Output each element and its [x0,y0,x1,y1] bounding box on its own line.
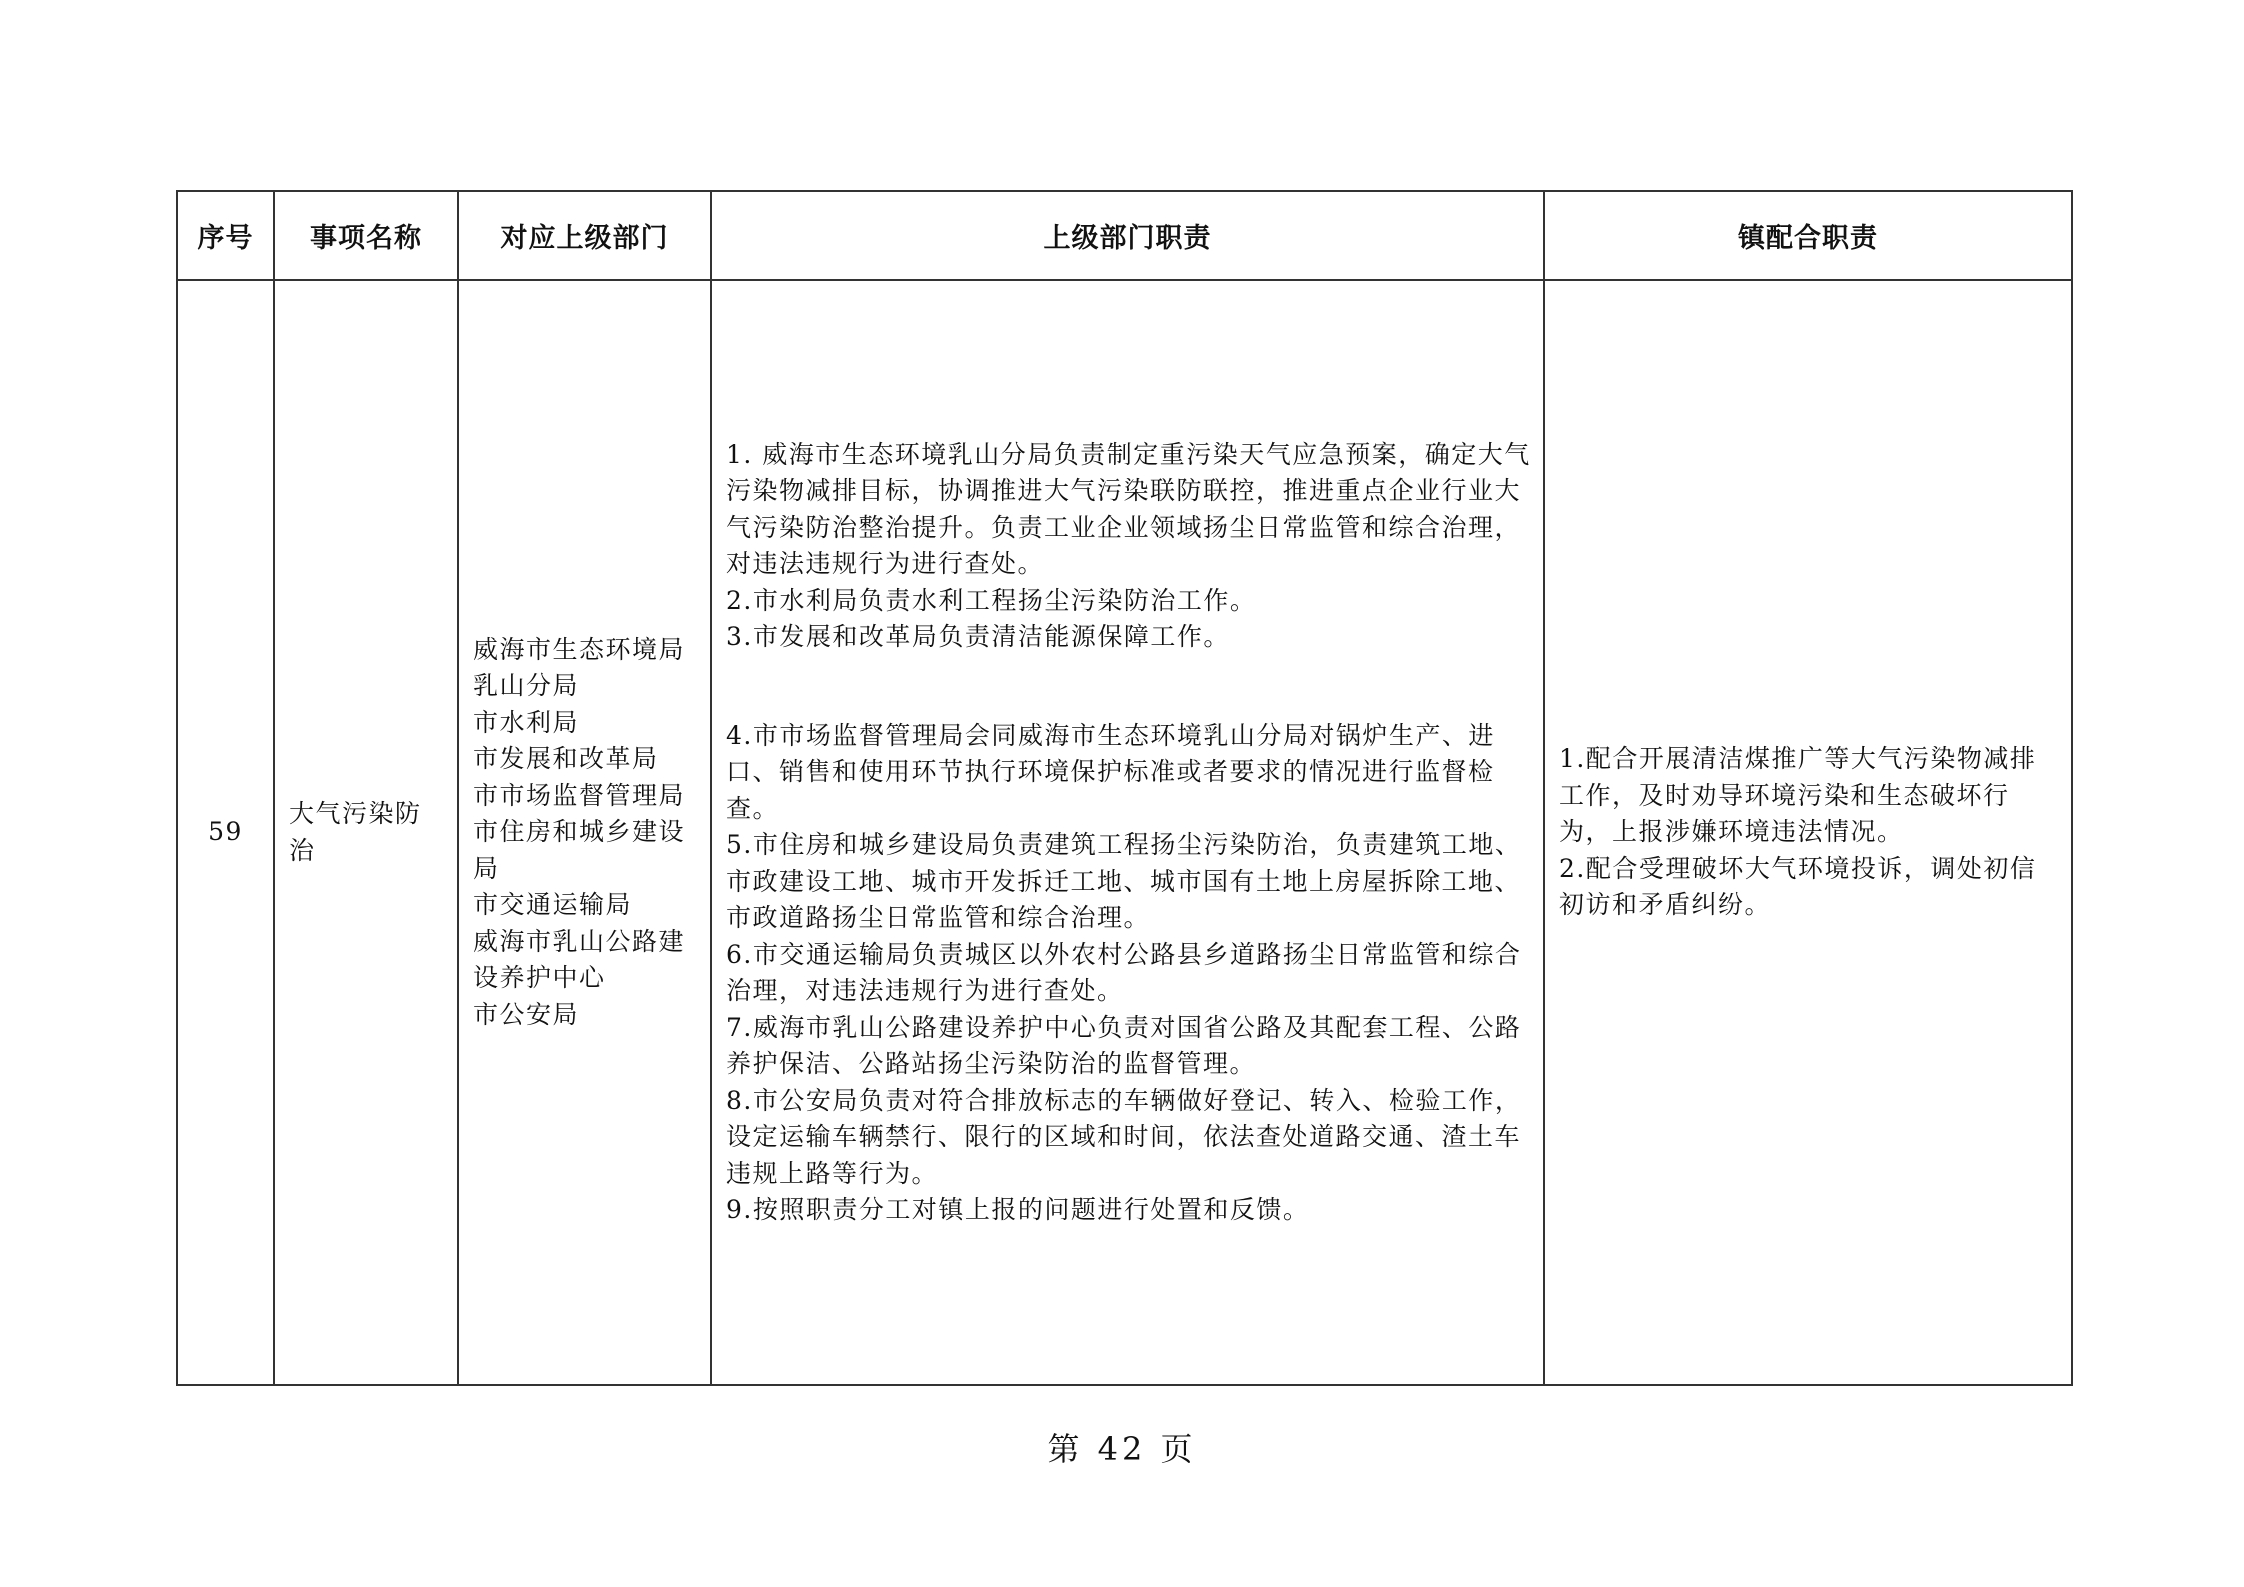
duty-item-8: 8.市公安局负责对符合排放标志的车辆做好登记、转入、检验工作，设定运输车辆禁行、限行的区域和时间，依法查处道路交通、渣土车违规上路等行为。 [726,1085,1522,1188]
cell-item-name: 大气污染防治 [274,280,458,1385]
town-duty-item-2: 2.配合受理破坏大气环境投诉，调处初信初访和矛盾纠纷。 [1559,853,2037,920]
department-item: 市公安局 [473,999,580,1029]
header-superior-department: 对应上级部门 [458,191,711,280]
duty-item-2: 2.市水利局负责水利工程扬尘污染防治工作。 [726,585,1257,615]
table-header-row [177,191,2072,280]
header-serial-number: 序号 [177,191,274,280]
duty-item-6: 6.市交通运输局负责城区以外农村公路县乡道路扬尘日常监管和综合治理，对违法违规行为进行查处。 [726,939,1522,1005]
duty-table [176,190,2073,1386]
department-item: 威海市生态环境局乳山分局 [473,634,686,701]
page-number: 第 42 页 [1047,1430,1197,1468]
town-duty-item-1: 1.配合开展清洁煤推广等大气污染物减排工作，及时劝导环境污染和生态破坏行为，上报涉嫌环境违法情况。 [1559,744,2037,847]
table-row [177,280,2072,1385]
duty-item-4: 4.市市场监督管理局会同威海市生态环境乳山分局对锅炉生产、进口、销售和使用环节执行环境保护标准或者要求的情况进行监督检查。 [726,720,1495,823]
header-superior-duties: 上级部门职责 [711,191,1544,280]
department-item: 威海市乳山公路建设养护中心 [473,926,686,993]
cell-town-duties [1544,280,2072,1385]
cell-departments [458,280,711,1385]
duty-item-5: 5.市住房和城乡建设局负责建筑工程扬尘污染防治，负责建筑工地、市政建设工地、城市开发拆迁工地、城市国有土地上房屋拆除工地、市政道路扬尘日常监管和综合治理。 [726,830,1522,932]
header-town-duties: 镇配合职责 [1544,191,2072,280]
department-item: 市交通运输局 [473,890,633,920]
duty-item-7: 7.威海市乳山公路建设养护中心负责对国省公路及其配套工程、公路养护保洁、公路站扬尘污染防治的监督管理。 [726,1012,1522,1078]
cell-superior-duties [711,280,1544,1385]
department-item: 市市场监督管理局 [473,780,686,810]
paragraph-gap [726,656,1531,718]
department-item: 市水利局 [473,707,580,737]
duty-item-1: 1. 威海市生态环境乳山分局负责制定重污染天气应急预案，确定大气污染物减排目标，协调推进大气污染联防联控，推进重点企业行业大气污染防治整治提升。负责工业企业领域扬尘日常监管和综合治理，对违法违规行为进行查处。 [726,439,1531,578]
duty-item-9: 9.按照职责分工对镇上报的问题进行处置和反馈。 [726,1195,1310,1224]
department-item: 市住房和城乡建设局 [473,817,686,883]
cell-serial-number: 59 [177,280,274,1385]
duty-item-3: 3.市发展和改革局负责清洁能源保障工作。 [726,622,1230,651]
department-item: 市发展和改革局 [473,744,659,774]
header-item-name: 事项名称 [274,191,458,280]
